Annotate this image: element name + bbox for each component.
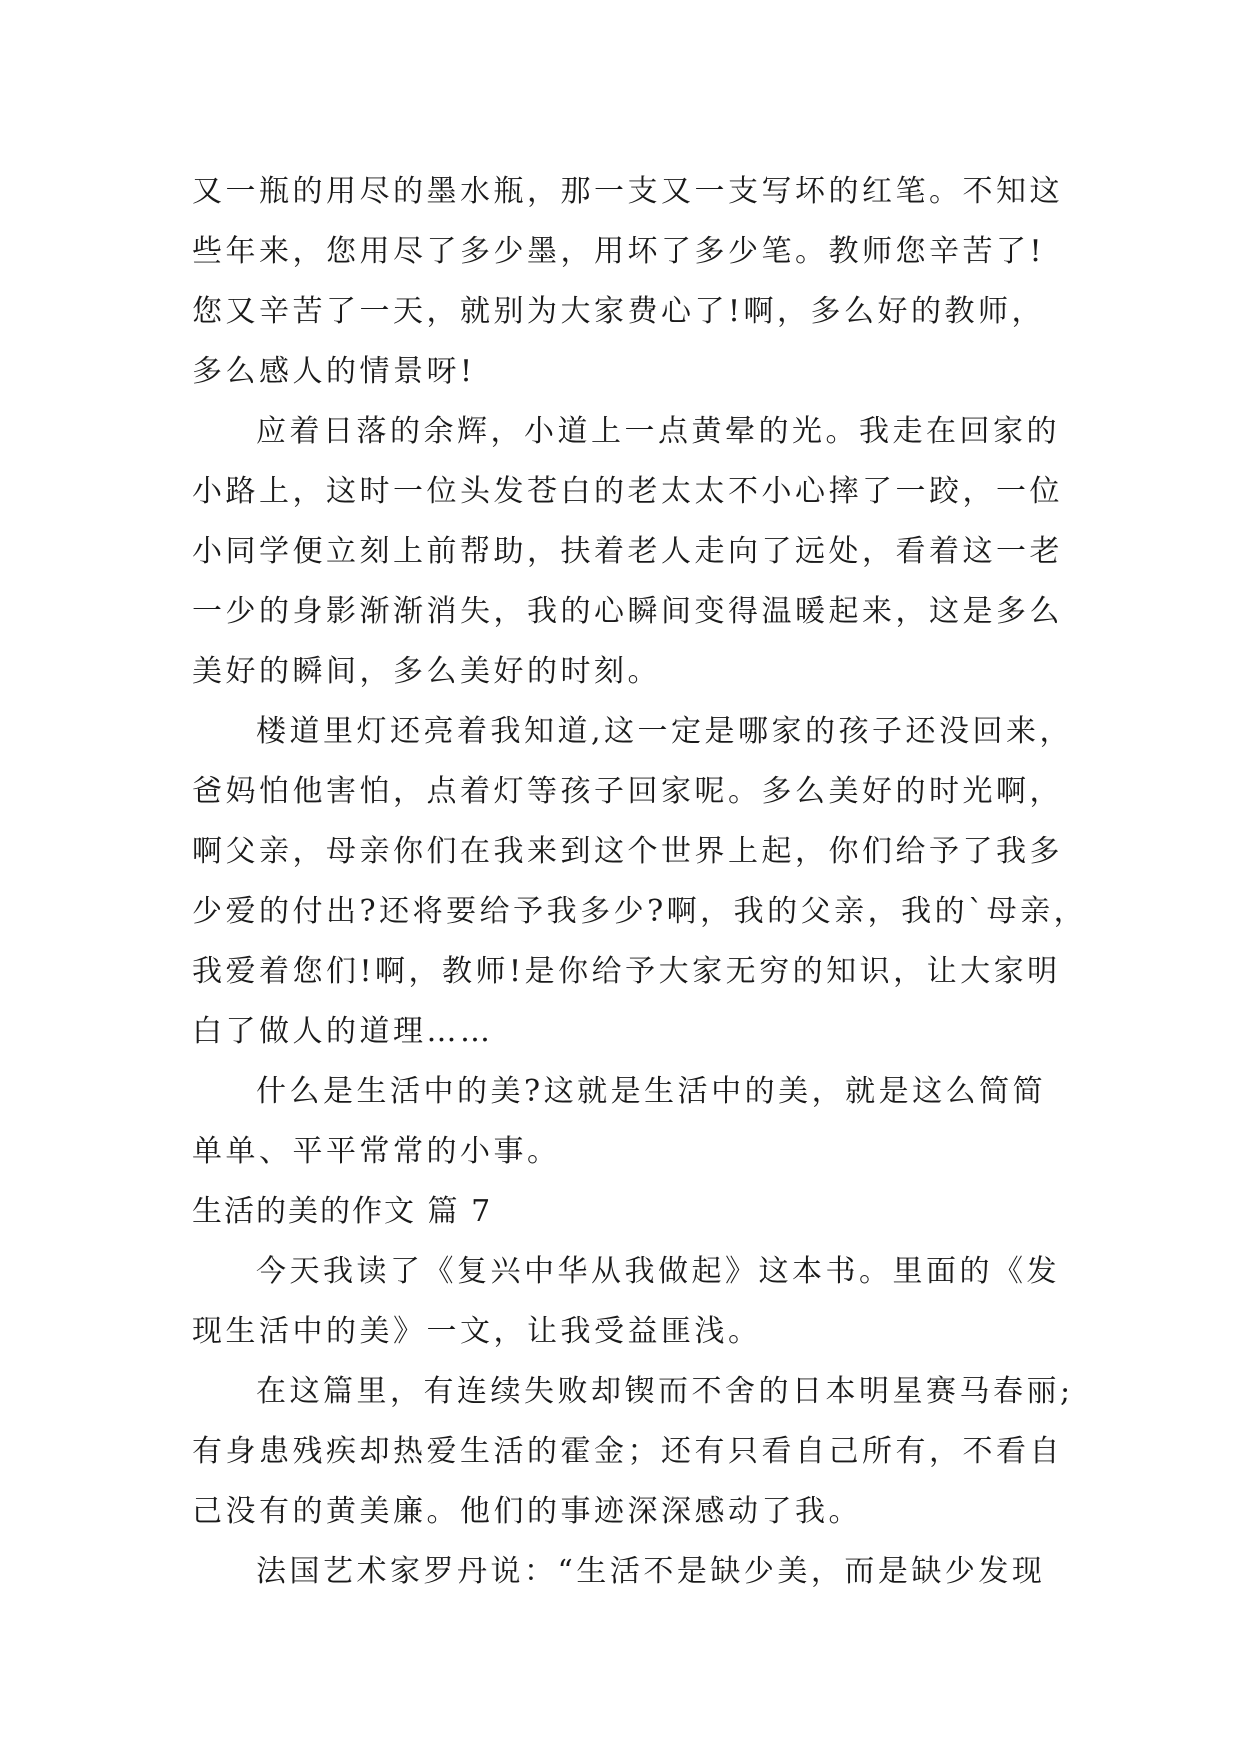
text-line: 白了做人的道理…… <box>192 1014 494 1049</box>
text-line: 己没有的黄美廉。他们的事迹深深感动了我。 <box>192 1494 862 1529</box>
text-line: 单单、平平常常的小事。 <box>192 1134 561 1169</box>
text-line: 些年来，您用尽了多少墨，用坏了多少笔。教师您辛苦了! <box>192 234 1046 269</box>
document-body <box>192 162 1088 1602</box>
paragraph-first-line: 楼道里灯还亮着我知道,这一定是哪家的孩子还没回来， <box>256 714 1074 749</box>
text-line: 小同学便立刻上前帮助，扶着老人走向了远处，看着这一老 <box>192 534 1063 569</box>
text-line: 爸妈怕他害怕，点着灯等孩子回家呢。多么美好的时光啊， <box>192 774 1063 809</box>
text-line: 您又辛苦了一天，就别为大家费心了!啊，多么好的教师， <box>192 294 1046 329</box>
paragraph-first-line: 应着日落的余辉，小道上一点黄晕的光。我走在回家的 <box>256 414 1060 449</box>
section-heading: 生活的美的作文 篇 7 <box>192 1194 493 1229</box>
text-line: 一少的身影渐渐消失，我的心瞬间变得温暖起来，这是多么 <box>192 594 1063 629</box>
text-line: 少爱的付出?还将要给予我多少?啊，我的父亲，我的`母亲， <box>192 894 1088 929</box>
text-line: 我爱着您们!啊，教师!是你给予大家无穷的知识，让大家明 <box>192 954 1061 989</box>
text-line: 有身患残疾却热爱生活的霍金；还有只看自己所有，不看自 <box>192 1434 1063 1469</box>
text-line: 又一瓶的用尽的墨水瓶，那一支又一支写坏的红笔。不知这 <box>192 174 1063 209</box>
text-line: 小路上，这时一位头发苍白的老太太不小心摔了一跤，一位 <box>192 474 1063 509</box>
paragraph-first-line: 在这篇里，有连续失败却锲而不舍的日本明星赛马春丽; <box>256 1374 1074 1409</box>
text-line: 美好的瞬间，多么美好的时刻。 <box>192 654 661 689</box>
paragraph-first-line: 今天我读了《复兴中华从我做起》这本书。里面的《发 <box>256 1254 1060 1289</box>
text-line: 啊父亲，母亲你们在我来到这个世界上起，你们给予了我多 <box>192 834 1063 869</box>
paragraph-first-line: 法国艺术家罗丹说：“生活不是缺少美，而是缺少发现 <box>256 1554 1046 1589</box>
paragraph-first-line: 什么是生活中的美?这就是生活中的美，就是这么简简 <box>256 1074 1047 1109</box>
text-line: 现生活中的美》一文，让我受益匪浅。 <box>192 1314 762 1349</box>
text-line: 多么感人的情景呀! <box>192 354 476 389</box>
